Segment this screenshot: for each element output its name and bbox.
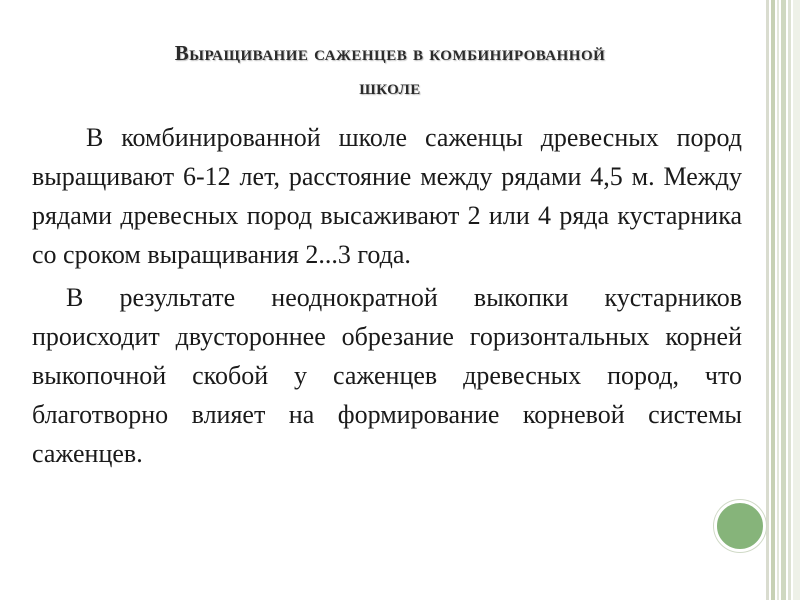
slide-title-line-2: школе	[359, 75, 421, 99]
decorative-stripe	[771, 0, 775, 600]
decorative-stripe	[793, 0, 800, 600]
decorative-stripe	[777, 0, 779, 600]
slide-title	[40, 36, 740, 104]
slide-title-line-1: Выращивание саженцев в комбинированной	[174, 41, 606, 65]
decorative-circle	[714, 500, 766, 552]
decorative-stripe	[766, 0, 769, 600]
decorative-stripe	[788, 0, 791, 600]
slide-body	[32, 118, 742, 473]
body-paragraph-1: В комбинированной школе саженцы древесных пород выращивают 6-12 лет, расстояние между рядами 4,5 м. Между рядами древесных пород высаживают 2 или 4 ряда кустарника со сроком выращивания 2...3 года.	[32, 123, 742, 269]
body-paragraph-2: В результате неоднократной выкопки кустарников происходит двустороннее обрезание горизонтальных корней выкопочной скобой у саженцев древесных пород, что благотворно влияет на формирование корневой системы саженцев.	[32, 283, 742, 468]
decorative-stripe	[781, 0, 786, 600]
